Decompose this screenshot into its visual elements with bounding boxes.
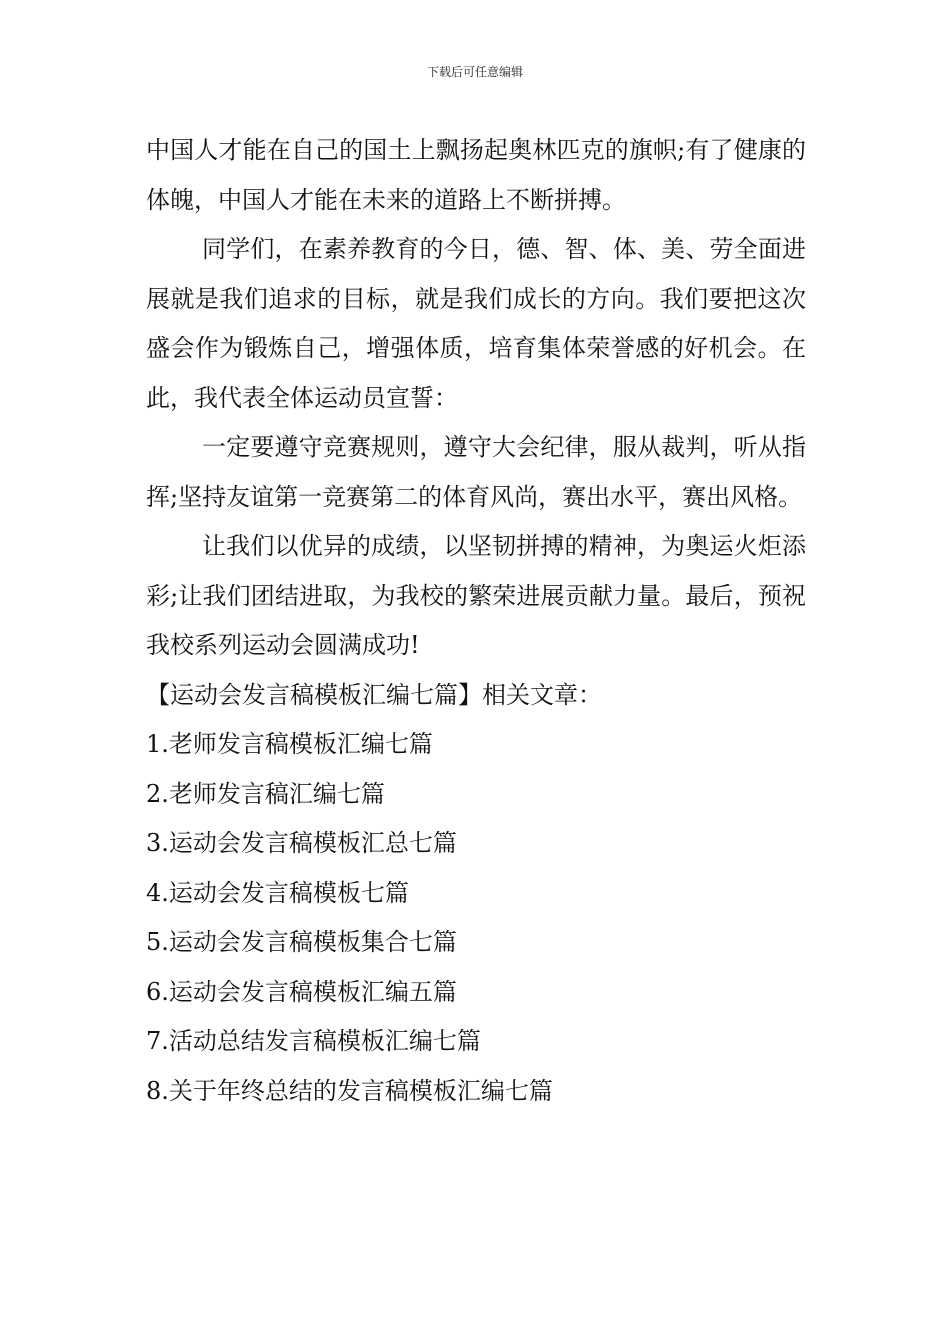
related-article-link[interactable]: 3.运动会发言稿模板汇总七篇	[146, 829, 457, 857]
related-article-link[interactable]: 1.老师发言稿模板汇编七篇	[146, 730, 433, 758]
related-article-link[interactable]: 8.关于年终总结的发言稿模板汇编七篇	[146, 1076, 553, 1105]
related-article-link[interactable]: 4.运动会发言稿模板七篇	[146, 878, 409, 907]
paragraph-closing: 让我们以优异的成绩，以坚韧拼搏的精神，为奥运火炬添彩;让我们团结进取，为我校的繁荣进展贡献力量。最后，预祝我校系列运动会圆满成功!	[146, 532, 806, 659]
page-header-note: 下载后可任意编辑	[426, 65, 523, 79]
document-body	[146, 126, 806, 1116]
related-article-link[interactable]: 2.老师发言稿汇编七篇	[146, 779, 385, 808]
related-article-link[interactable]: 5.运动会发言稿模板集合七篇	[146, 928, 457, 956]
related-articles-heading: 【运动会发言稿模板汇编七篇】相关文章：	[146, 680, 602, 709]
related-article-link[interactable]: 6.运动会发言稿模板汇编五篇	[146, 977, 457, 1006]
related-article-link[interactable]: 7.活动总结发言稿模板汇编七篇	[146, 1027, 481, 1055]
paragraph-continuation: 中国人才能在自己的国土上飘扬起奥林匹克的旗帜;有了健康的体魄，中国人才能在未来的道路上不断拼搏。	[146, 136, 806, 214]
paragraph-oath: 一定要遵守竞赛规则，遵守大会纪律，服从裁判，听从指挥;坚持友谊第一竞赛第二的体育风尚，赛出水平，赛出风格。	[146, 433, 806, 511]
paragraph-students-goal: 同学们，在素养教育的今日，德、智、体、美、劳全面进展就是我们追求的目标，就是我们成长的方向。我们要把这次盛会作为锻炼自己，增强体质，培育集体荣誉感的好机会。在此，我代表全体运动员宣誓：	[146, 235, 806, 412]
related-articles-list	[146, 720, 806, 1116]
